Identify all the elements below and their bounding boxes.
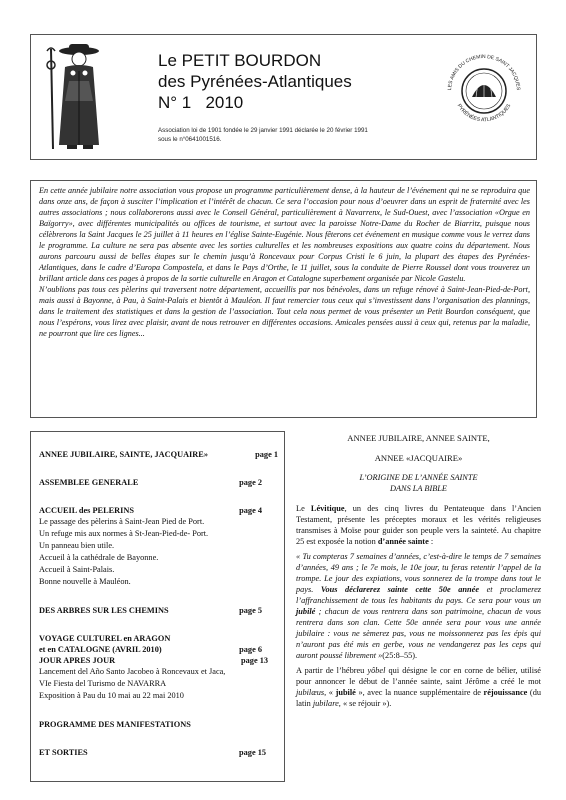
editorial-box — [30, 180, 537, 418]
article-subheading-2: DANS LA BIBLE — [389, 484, 447, 493]
toc-entry-title: ANNEE JUBILAIRE, SAINTE, JACQUAIRE» — [39, 450, 208, 459]
toc-entry-page: page 2 — [239, 478, 262, 487]
toc-subentry: Bonne nouvelle à Mauléon. — [39, 577, 131, 586]
article-subheading-1: L’ORIGINE DE L’ANNÉE SAINTE — [359, 473, 478, 482]
article-quote: « Tu compteras 7 semaines d’années, c’est-à-dire le temps de 7 semaines d’années, 49 ans ; le 7e mois, le 10e jour, tu feras retentir l’appel de la trompe. Le jour des expiations, vous sonnerez de la trompe dans tout le pays. Vous déclarerez sainte cette 50e année et proclamerez l’affranchissement de tous les habitants du pays. Ce sera pour vous un jubilé ; chacun de vous rentrera dans son patrimoine, chacun de vous rentrera dans son clan. Cette 50e année sera pour vous une année jubilaire : vous ne sèmerez pas, vous ne moissonnerez pas les épis qui n’auront pas été mis en gerbe, vous ne vendangerez pas les ceps qui auront poussé librement »(25:8–55). — [296, 552, 541, 660]
toc-subentry: VIe Fiesta del Turismo de NAVARRA — [39, 679, 167, 688]
article-paragraph-1: Le Lévitique, un des cinq livres du Pentateuque dans l’Ancien Testament, présente les préceptes moraux et les vérités religieuses transmises à Moïse pour guider son peuple vers la sainteté. Au chapitre 25 est exposée la notion d’année sainte : — [296, 504, 541, 546]
toc-entry-events-program[interactable] — [39, 719, 278, 730]
editorial-text — [39, 185, 530, 339]
toc-entry-jubilee[interactable] — [39, 449, 278, 460]
article-heading-2: ANNEE «JACQUAIRE» — [374, 453, 463, 463]
toc-entry-page: page 6 — [239, 645, 262, 654]
issue-line — [158, 92, 428, 113]
toc-subentry: Accueil à Saint-Palais. — [39, 565, 115, 574]
toc-entry-pilgrim-reception[interactable] — [39, 505, 278, 516]
toc-entry-day-by-day[interactable] — [39, 655, 278, 666]
toc-entry-page: page 1 — [255, 450, 278, 459]
toc-subentry: Un refuge mis aux normes à St-Jean-Pied-de- Port. — [39, 529, 209, 538]
toc-subentry: Le passage des pèlerins à Saint-Jean Pied de Port. — [39, 517, 205, 526]
toc-entry-events-outings[interactable] — [39, 747, 278, 758]
toc-entry-title: VOYAGE CULTUREL en ARAGON — [39, 634, 171, 643]
toc-subentry: Accueil à la cathédrale de Bayonne. — [39, 553, 159, 562]
toc-entry-page: page 15 — [239, 748, 266, 757]
toc-entry-title: et en CATALOGNE (AVRIL 2010) — [39, 645, 162, 654]
toc-entry-page: page 5 — [239, 606, 262, 615]
association-line-1: Association loi de 1901 fondée le 29 janvier 1991 déclarée le 20 février 1991 — [158, 127, 368, 134]
toc-entry-page: page 13 — [241, 656, 268, 665]
toc-entry-cultural-trip-line2[interactable] — [39, 644, 278, 655]
emblem-bottom-text: PYRÉNÉES ATLANTIQUES — [455, 103, 513, 124]
toc-entry-title: PROGRAMME DES MANIFESTATIONS — [39, 720, 191, 729]
toc-entry-title: DES ARBRES SUR LES CHEMINS — [39, 606, 169, 615]
toc-entry-trees[interactable] — [39, 605, 278, 616]
pilgrim-illustration — [39, 41, 119, 153]
toc-subentry: Exposition à Pau du 10 mai au 22 mai 2010 — [39, 691, 184, 700]
issue-number: N° 1 — [158, 93, 192, 112]
editorial-paragraph-2: N’oublions pas tous ces pèlerins qui traversent notre département, accueillis par nos bénévoles, dans un refuge rénové à Saint-Jean-Pied-de-Port, mais aussi à Bayonne, à Pau, à Saint-Palais et bientôt à Mauléon. Il faut remercier tous ceux qui s’investissent dans l’organisation des plannings, dans le traitement des statistiques et dans la gestion de l’association. Tout cela nous permet de vous présenter un Petit Bourdon conséquent, que nous l’espérons, vous lirez avec plaisir, avant de nous retrouver en différentes occasions. Amicales pensées aussi à ceux qui, retenus par la maladie, ne pourront que lire ces lignes... — [39, 285, 530, 338]
association-registration — [158, 127, 458, 144]
toc-entry-page: page 4 — [239, 506, 262, 515]
toc-subentry: Lancement del Año Santo Jacobeo à Roncevaux et Jaca, — [39, 667, 226, 676]
title-line-1: Le PETIT BOURDON — [158, 51, 322, 70]
masthead — [30, 34, 537, 160]
issue-year: 2010 — [205, 93, 244, 112]
toc-subentry: Un panneau bien utile. — [39, 541, 115, 550]
article-holy-year — [296, 433, 541, 709]
title-line-2: des Pyrénées-Atlantiques — [158, 72, 352, 91]
toc-entry-cultural-trip[interactable] — [39, 633, 278, 644]
toc-entry-title: ET SORTIES — [39, 748, 88, 757]
newsletter-title — [158, 50, 428, 113]
article-paragraph-2: A partir de l’hébreu yôbel qui désigne le cor en corne de bélier, utilisé pour annoncer le début de l’année sainte, saint Jérôme a créé le mot jubilæus, « jubilé », avec la nuance supplémentaire de réjouissance (du latin jubilare, « se réjouir »). — [296, 666, 541, 708]
emblem-top-text: LES AMIS DU CHEMIN DE SAINT JACQUES — [446, 53, 522, 91]
toc-entry-title: ACCUEIL des PELERINS — [39, 506, 134, 515]
toc-entry-general-assembly[interactable] — [39, 477, 278, 488]
association-line-2: sous le n°0641001516. — [158, 135, 222, 143]
toc-entry-title: ASSEMBLEE GENERALE — [39, 478, 139, 487]
article-heading-1: ANNEE JUBILAIRE, ANNEE SAINTE, — [347, 433, 490, 443]
toc-entry-title: JOUR APRES JOUR — [39, 656, 116, 665]
editorial-paragraph-1: En cette année jubilaire notre association vous propose un programme particulièrement dense, à la hauteur de l’événement qui ne se reproduira que dans onze ans, de façon à susciter l’implication et l’intérêt de chacun. Ce sera l’occasion pour nous d’oeuvrer dans un esprit de fraternité avec les autres associations ; nous collaborerons aussi avec le Conseil Général, particulièrement à Navarrenx, le Sud-Ouest, avec l’association «Orgue en Baïgorry», avec différentes municipalités ou offices de tourisme, et surtout avec la paroisse Notre-Dame du Rocher de Biarritz, puisque nous célèbrerons la Saint Jacques le 25 juillet à 11 heures en l’église Sainte-Eugénie. Nous fêterons cet événement en musique comme vous le verrez dans le programme. La culture ne sera pas absente avec les sorties culturelles et les nombreuses expositions aux quatre coins du département. Nous aurons parcouru aussi de belles étapes sur le chemin jusqu’à Roncevaux pour Corpus Cristi le 6 juin, la plupart des étapes des Pyrénées-Atlantiques, dans le cadre d’Europa Compostela, et dans le Pays d’Orthe, le 11 juillet, sous la conduite de Pierre Roussel dont vous trouverez un brillant article dans ces pages à propos de la sortie culturelle en Aragon et Catalogne superbement organisée par Nicole Gastelu. — [39, 186, 530, 283]
table-of-contents — [30, 431, 285, 782]
association-emblem — [441, 43, 527, 133]
